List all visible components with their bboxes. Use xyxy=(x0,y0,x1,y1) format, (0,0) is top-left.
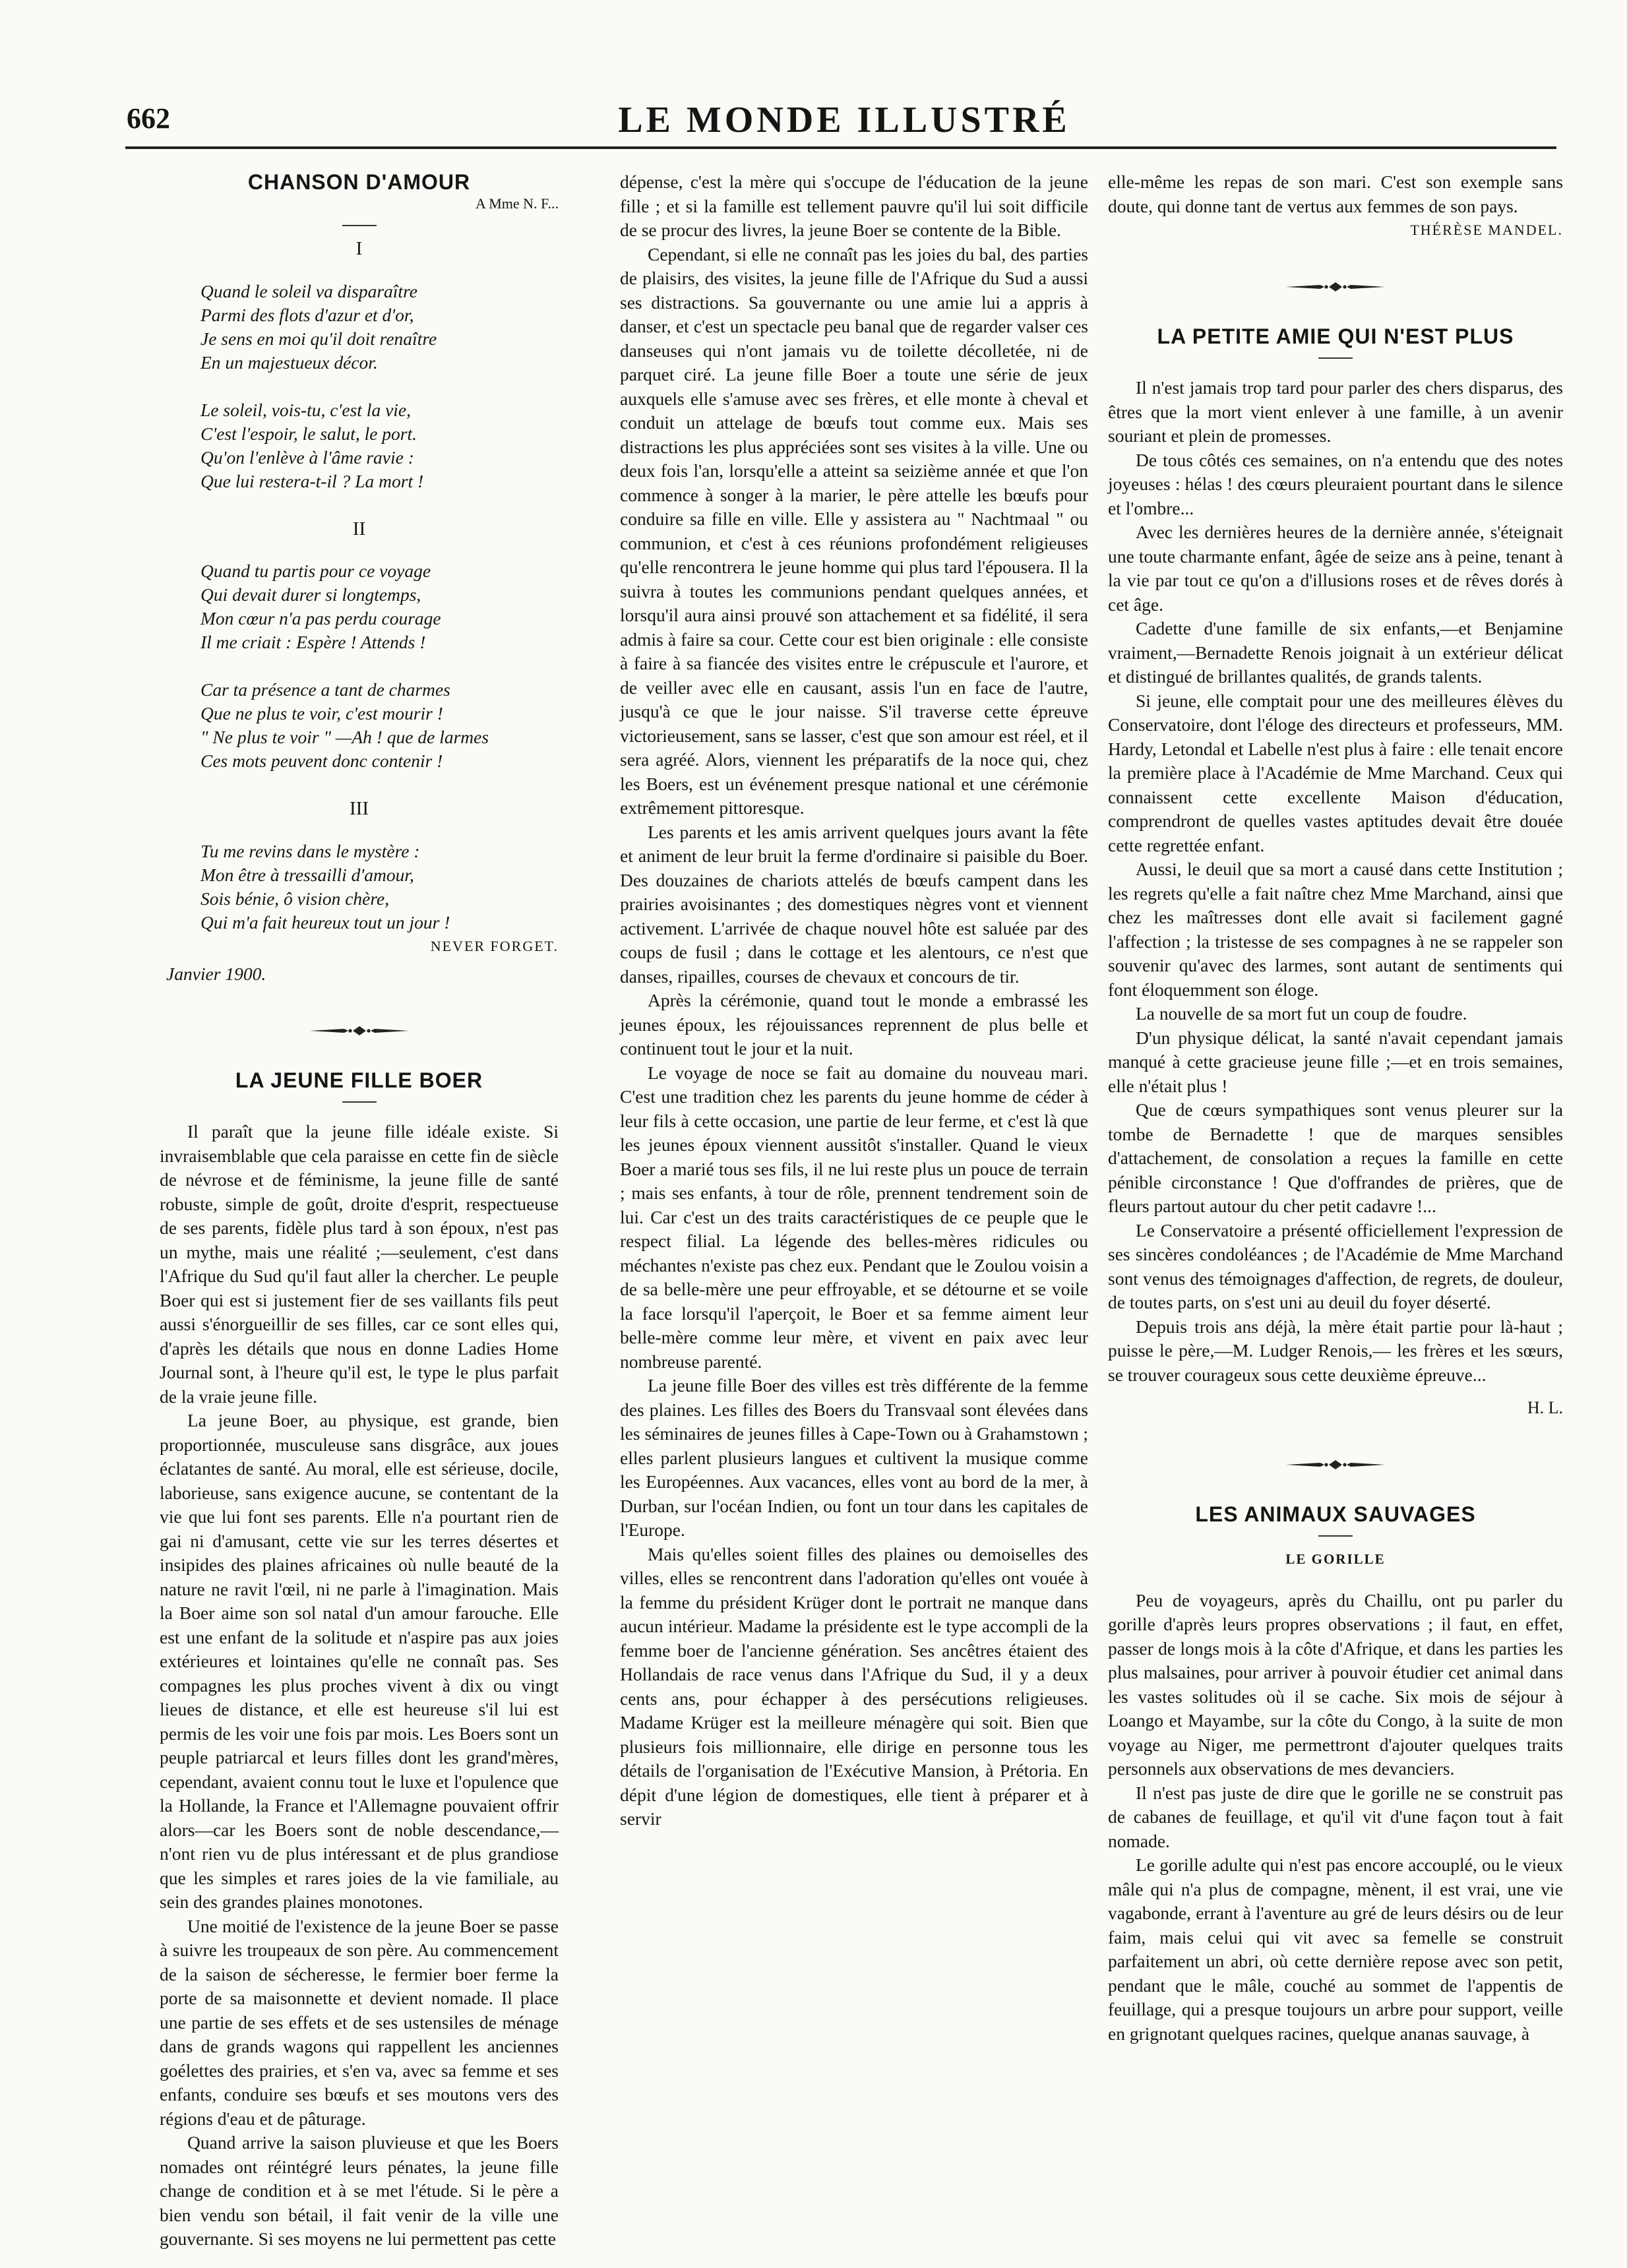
stanza-number: I xyxy=(355,238,363,259)
short-rule xyxy=(342,1101,377,1103)
poem-line: Tu me revins dans le mystère : xyxy=(200,840,420,861)
poem-line: Qui m'a fait heureux tout un jour ! xyxy=(200,911,450,933)
chanson-dedication: A Mme N. F... xyxy=(476,195,559,212)
ornament-divider xyxy=(1286,1460,1385,1469)
article-paragraph: La jeune fille Boer des villes est très différente de la femme des plaines. Les filles des Boers du Transvaal sont élevées dans les séminaires de jeunes filles à Cape-Town ou à Grahamstown ; elles parlent plusieurs langues et cultivent la musique comme les Européennes. Aux vacances, elles vont au bord de la mer, à Durban, sur l'océan Indien, ou font un tour dans les capitales de l'Europe. xyxy=(620,1375,1088,1540)
article-paragraph: Depuis trois ans déjà, la mère était partie pour là-haut ; puisse le père,—M. Ludger Renois,— les frères et les sœurs, se trouver courageux sous cette deuxième épreuve... xyxy=(1108,1316,1563,1385)
article-paragraph: elle-même les repas de son mari. C'est son exemple sans doute, qui donne tant de vertus aux femmes de son pays. xyxy=(1108,171,1563,216)
poem-line: Que lui restera-t-il ? La mort ! xyxy=(200,470,424,491)
poem-line: En un majestueux décor. xyxy=(200,352,378,373)
poem-line: C'est l'espoir, le salut, le port. xyxy=(200,423,417,444)
chanson-signature: NEVER FORGET. xyxy=(430,937,559,954)
poem-line: Qui devait durer si longtemps, xyxy=(200,584,421,605)
poem-line: Le soleil, vois-tu, c'est la vie, xyxy=(200,399,412,420)
article-paragraph: Le voyage de noce se fait au domaine du nouveau mari. C'est une tradition chez les parents du jeune homme de céder à leur fils à cette occasion, une partie de leur ferme, et c'est là que les jeunes époux viennent aussitôt s'installer. Quand le vieux Boer a marié tous ses fils, il ne lui reste plus un pouce de terrain ; mais ses enfants, à tour de rôle, prennent tendrement soin de lui. Car c'est un des traits caractéristiques de ce peuple que le respect filial. La légende des belles-mères ridicules ou méchantes n'existe pas chez eux. Pendant que le Zoulou voisin a de sa belle-mère une peur effroyable, et se détourne et se voile la face lorsqu'il l'aperçoit, le Boer et sa femme aiment leur belle-mère comme leur mère, et vivent en paix avec leur nombreuse parenté. xyxy=(620,1062,1088,1372)
poem-line: Je sens en moi qu'il doit renaître xyxy=(200,328,437,349)
article-paragraph: Une moitié de l'existence de la jeune Boer se passe à suivre les troupeaux de son père. Au commencement de la saison de sécheresse, le fermier boer ferme la porte de sa maisonnette et devient nomade. Il place une partie de ses effets et de ses ustensiles de ménage dans de grands wagons qui rappellent les anciennes goélettes des prairies, et s'en va, avec sa femme et ses enfants, conduire ses bœufs et ses moutons vers des régions d'eau et de pâturage. xyxy=(160,1915,559,2129)
chanson-section xyxy=(160,170,559,987)
poem-line: Parmi des flots d'azur et d'or, xyxy=(200,304,414,325)
column-3 xyxy=(1108,170,1563,2046)
poem-line: Que ne plus te voir, c'est mourir ! xyxy=(200,703,443,723)
stanza-number: II xyxy=(352,518,366,539)
article-paragraph: Il n'est jamais trop tard pour parler des chers disparus, des êtres que la mort vient enlever à une famille, à un avenir souriant et plein de promesses. xyxy=(1108,377,1563,446)
article-paragraph: Le gorille adulte qui n'est pas encore accouplé, ou le vieux mâle qui n'a plus de compagne, mènent, il est vrai, une vie vagabonde, errant à l'aventure au gré de leurs désirs ou de leur faim, mais celui qui vit avec sa femelle se construit parfaitement un abri, où cette dernière repose avec son petit, pendant que le mâle, couché au sommet de l'appentis de feuillage, qui a presque toujours un arbre pour support, veille en grignotant quelques racines, quelque ananas sauvage, à xyxy=(1108,1854,1563,2044)
poem-line: Mon cœur n'a pas perdu courage xyxy=(200,608,441,628)
chanson-date: Janvier 1900. xyxy=(166,964,266,984)
article-paragraph: Il paraît que la jeune fille idéale existe. Si invraisemblable que cela paraisse en cette fin de siècle de névrose et de féminisme, la jeune fille de santé robuste, simple de goût, droite d'esprit, respectueuse de ses parents, fidèle plus tard à son époux, n'est pas un mythe, mais une réalité ;—seulement, c'est dans l'Afrique du Sud qu'il faut aller la chercher. Le peuple Boer qui est si justement fier de ses vaillants fils peut aussi s'énorgueillir de ses filles, car ce sont elles qui, d'après les détails que nous en donne Ladies Home Journal sont, à l'heure qu'il est, le type le plus parfait de la vraie jeune fille. xyxy=(160,1121,559,1407)
animaux-subtitle: LE GORILLE xyxy=(1285,1551,1386,1567)
petite-amie-signature: H. L. xyxy=(1527,1398,1563,1417)
article-paragraph: Avec les dernières heures de la dernière année, s'éteignait une toute charmante enfant, âgée de seize ans à peine, tenant à la vie par tout ce qu'on a d'illusions roses et de rêves dorés à cet âge. xyxy=(1108,522,1563,615)
article-paragraph: Si jeune, elle comptait pour une des meilleures élèves du Conservatoire, dont l'éloge des directeurs et professeurs, MM. Hardy, Letondal et Labelle n'est plus à faire : elle tenait encore la première place à l'Académie de Mme Marchand. Ceux qui connaissent cette excellente Maison d'éducation, comprendront de quelles vastes aptitudes devait être douée cette regrettée enfant. xyxy=(1108,690,1563,855)
poem-stanza xyxy=(160,398,559,493)
poem-line: Ces mots peuvent donc contenir ! xyxy=(200,751,443,771)
masthead: LE MONDE ILLUSTRÉ xyxy=(618,100,1070,140)
petite-amie-article xyxy=(1108,324,1563,1421)
chanson-title: CHANSON D'AMOUR xyxy=(247,170,471,194)
poem-line: Mon être à tressailli d'amour, xyxy=(200,864,414,885)
article-paragraph: Le Conservatoire a présenté officiellement l'expression de ses sincères condoléances ; de l'Académie de Mme Marchand sont venus des témoignages d'affection, de regrets, de douleur, de toutes parts, on s'est uni au deuil du foyer déserté. xyxy=(1108,1219,1563,1312)
short-rule xyxy=(1318,357,1353,359)
header-rule xyxy=(125,146,1556,149)
article-paragraph: Quand arrive la saison pluvieuse et que les Boers nomades ont réintégré leurs pénates, la jeune fille change de condition et à se met l'étude. Si le père a bien vendu son bétail, il fait venir de la ville une gouvernante. Si ses moyens ne lui permettent pas cette xyxy=(160,2132,559,2249)
article-paragraph: La nouvelle de sa mort fut un coup de foudre. xyxy=(1136,1003,1467,1024)
article-paragraph: dépense, c'est la mère qui s'occupe de l'éducation de la jeune fille ; et si la famille est tellement pauvre qu'il lui soit difficile de se procur des livres, la jeune Boer se contente de la Bible. xyxy=(620,171,1088,240)
article-paragraph: La jeune Boer, au physique, est grande, bien proportionnée, musculeuse sans disgrâce, aux joues éclatantes de santé. Au moral, elle est sérieuse, docile, laborieuse, sans exigence aucune, se contentant de la vie que lui font ses parents. Elle n'a pourtant rien de gai ni d'amusant, cette vie sur les terres désertes et insipides des plaines africaines où nulle beauté de la nature ne ravit l'œil, ni ne parle à l'imagination. Mais la Boer aime son sol natal d'un amour farouche. Elle est une enfant de la solitude et n'aspire pas aux joies extérieures et lointaines qu'elle ne connaît pas. Ses compagnes les plus proches vivent à dix ou vingt lieues de distance, et elle est heureuse s'il lui est permis de les voir une fois par mois. Les Boers sont un peuple patriarcal et leurs filles dont les grand'mères, cependant, avaient connu tout le luxe et l'opulence que la Hollande, la France et l'Allemagne pouvaient offrir alors—car les Boers sont de noble descendance,—n'ont rien vu de plus intéressant et de plus grandiose que les simples et rares joies de la vie familiale, au sein des grandes plaines monotones. xyxy=(160,1410,559,1912)
poem-line: Quand tu partis pour ce voyage xyxy=(200,561,431,581)
stanza-number: III xyxy=(350,798,369,819)
article-paragraph: Il n'est pas juste de dire que le gorille ne se construit pas de cabanes de feuillage, et qu'il vit d'une façon tout à fait nomade. xyxy=(1108,1782,1563,1851)
article-paragraph: Cependant, si elle ne connaît pas les joies du bal, des parties de plaisirs, des visites, la jeune fille de l'Afrique du Sud a aussi ses distractions. Sa gouvernante ou une amie lui a appris à danser, et c'est un spectacle peu banal que de regarder valser ces danseuses qui n'ont jamais vu de toilette décolletée, ni de parquet ciré. La jeune fille Boer a toute une série de jeux auxquels elle s'amuse avec ses frères, et elle monte à cheval et conduit un attelage de bœufs tout comme eux. Mais ses distractions les plus appréciées sont ses visites à la ville. Une ou deux fois l'an, lorsqu'elle a atteint sa seizième année et que l'on commence à songer à la marier, le père attelle les bœufs pour conduire sa fille en ville. Elle y assistera au " Nachtmaal " ou communion, et c'est à ces réunions profondément religieuses qu'elle rencontrera le jeune homme qui plus tard l'épousera. Il la suivra à toutes les communions pendant quelques années, et lorsqu'il aura ainsi prouvé son attachement et sa fidélité, il sera admis à faire sa cour. Cette cour est bien originale : elle consiste à faire à sa fiancée des visites entre le crépuscule et l'aurore, et de veiller avec elle en causant, assis l'un en face de l'autre, jusqu'à ce que le jour naisse. S'il traverse cette épreuve victorieusement, sans se lasser, c'est que son amour est réel, et il sera agréé. Alors, viennent les préparatifs de la noce qui, chez les Boers, est un événement presque national et une cérémonie extrêmement pittoresque. xyxy=(620,243,1088,818)
poem-stanza xyxy=(160,559,559,654)
poem-stanza xyxy=(160,840,559,935)
poem-line: Quand le soleil va disparaître xyxy=(200,280,417,301)
ornament-divider xyxy=(1286,282,1385,291)
poem-line: Qu'on l'enlève à l'âme ravie : xyxy=(200,446,414,468)
boer-signature: THÉRÈSE MANDEL. xyxy=(1410,222,1563,238)
article-paragraph: De tous côtés ces semaines, on n'a entendu que des notes joyeuses : hélas ! des cœurs pleuraient pourtant dans le silence et l'ombre... xyxy=(1108,449,1563,518)
page-number: 662 xyxy=(127,102,170,135)
animaux-title: LES ANIMAUX SAUVAGES xyxy=(1195,1502,1476,1526)
article-paragraph: Les parents et les amis arrivent quelques jours avant la fête et animent de leur bruit la ferme d'ordinaire si paisible du Boer. Des douzaines de chariots attelés de bœufs campent dans les prairies avoisinantes ; des domestiques nègres vont et viennent activement. L'arrivée de chaque nouvel hôte est saluée par des coups de fusil ; dans le cottage et les alentours, ce n'est que danses, ripailles, courses de chevaux et concours de tir. xyxy=(620,821,1088,987)
poem-line: Car ta présence a tant de charmes xyxy=(200,679,450,700)
boer-article xyxy=(160,1068,559,2252)
ornament-divider xyxy=(310,1026,409,1035)
poem-line: Il me criait : Espère ! Attends ! xyxy=(200,632,426,652)
short-rule xyxy=(342,225,377,226)
article-paragraph: Après la cérémonie, quand tout le monde a embrassé les jeunes époux, les réjouissances reprennent de plus belle et continuent tout le jour et la nuit. xyxy=(620,990,1088,1058)
column-2 xyxy=(620,170,1088,1831)
article-paragraph: Cadette d'une famille de six enfants,—et Benjamine vraiment,—Bernadette Renois joignait à un extérieur délicat et distingué de brillantes qualités, de grands talents. xyxy=(1108,618,1563,687)
article-paragraph: Que de cœurs sympathiques sont venus pleurer sur la tombe de Bernadette ! que de marques sensibles d'attachement, de consolation a reçues la famille en cette pénible circonstance ! Que d'offrandes de prières, que de fleurs partout autour du cher petit cadavre !... xyxy=(1108,1099,1563,1216)
boer-title: LA JEUNE FILLE BOER xyxy=(235,1068,483,1092)
article-paragraph: Mais qu'elles soient filles des plaines ou demoiselles des villes, elles se rencontrent dans l'adoration qu'elles ont vouée à la femme du président Krüger dont le portrait ne manque dans aucun intérieur. Madame la présidente est le type accompli de la femme boer de l'ancienne génération. Ses ancêtres étaient des Hollandais de race venus dans l'Afrique du Sud, il y a deux cents ans, pour échapper à des persécutions religieuses. Madame Krüger est la meilleure ménagère qui soit. Bien que plusieurs fois millionnaire, elle dirige en personne tous les détails de l'organisation de l'Exécutive Mansion, à Prétoria. En dépit d'une légion de domestiques, elle tient à préparer et à servir xyxy=(620,1543,1088,1829)
poem-line: Sois bénie, ô vision chère, xyxy=(200,888,390,909)
article-paragraph: D'un physique délicat, la santé n'avait cependant jamais manqué à cette gracieuse jeune fille ;—et en trois semaines, elle n'était plus ! xyxy=(1108,1027,1563,1096)
article-paragraph: Aussi, le deuil que sa mort a causé dans cette Institution ; les regrets qu'elle a fait naître chez Mme Marchand, ainsi que chez les maîtresses dont elle avait si facilement gagné l'affection ; la tristesse de ses compagnes à ne se rappeler son souvenir qu'avec des larmes, sont autant de sentiments qui font éloquemment son éloge. xyxy=(1108,859,1563,1000)
poem-stanza xyxy=(160,678,559,773)
animaux-article xyxy=(1108,1502,1563,2046)
petite-amie-title: LA PETITE AMIE QUI N'EST PLUS xyxy=(1157,324,1514,348)
column-1 xyxy=(160,170,559,2252)
short-rule xyxy=(1318,1535,1353,1537)
poem-stanza xyxy=(160,280,559,375)
poem-line: " Ne plus te voir " —Ah ! que de larmes xyxy=(200,727,489,747)
article-paragraph: Peu de voyageurs, après du Chaillu, ont pu parler du gorille d'après leurs propres observations ; il faut, en effet, passer de longs mois à la côte d'Afrique, et dans les parties les plus malsaines, pour arriver à pouvoir étudier cet animal dans les vastes solitudes où il se cache. Six mois de séjour à Loango et Mayambe, sur la côte du Congo, à la suite de mon voyage au Niger, me permettront d'ajouter quelques traits personnels aux observations de mes devanciers. xyxy=(1108,1589,1563,1779)
